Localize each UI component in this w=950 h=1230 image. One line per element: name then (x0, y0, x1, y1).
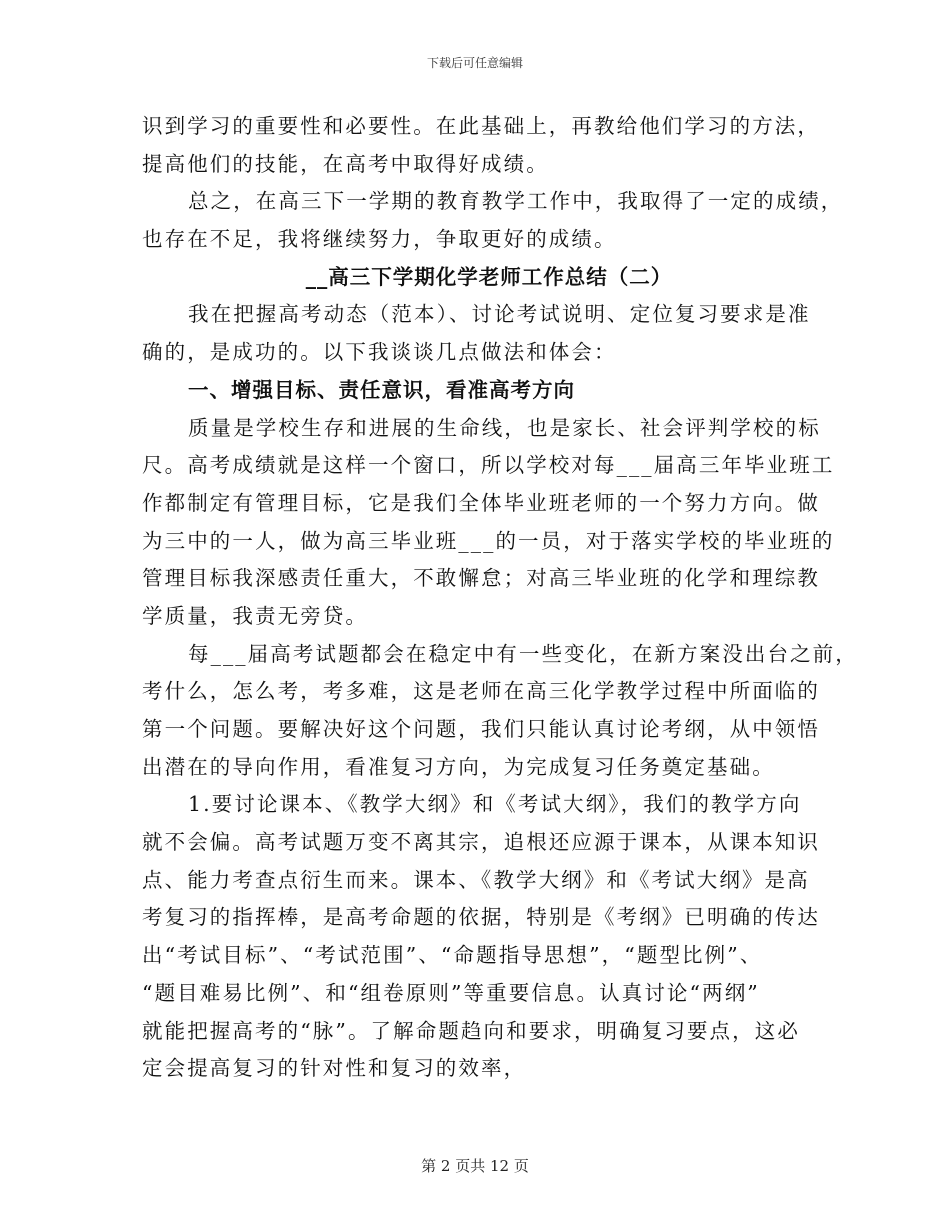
text-line: 每___届高考试题都会在稳定中有一些变化，在新方案没出台之前， (188, 641, 858, 666)
text-line: 我在把握高考动态（范本）、讨论考试说明、定位复习要求是准 (188, 302, 811, 327)
text-line: 学质量，我责无旁贷。 (142, 603, 368, 628)
page-footer: 第 2 页共 12 页 (421, 1157, 529, 1175)
text-line: 定会提高复习的针对性和复习的效率， (142, 1056, 527, 1081)
document-body (142, 108, 858, 1088)
text-line: 确的，是成功的。以下我谈谈几点做法和体会： (142, 340, 617, 365)
text-line: 作都制定有管理目标，它是我们全体毕业班老师的一个努力方向。做 (142, 490, 820, 515)
text-line: 尺。高考成绩就是这样一个窗口，所以学校对每___届高三年毕业班工 (142, 453, 835, 478)
text-line: 出潜在的导向作用，看准复习方向，为完成复习任务奠定基础。 (142, 754, 775, 779)
text-line: 考复习的指挥棒，是高考命题的依据，特别是《考纲》已明确的传达 (142, 905, 820, 930)
section-heading: 一、增强目标、责任意识，看准高考方向 (188, 377, 575, 402)
text-line: 点、能力考查点衍生而来。课本、《教学大纲》和《考试大纲》是高 (142, 867, 810, 892)
text-line: 考什么，怎么考，考多难，这是老师在高三化学教学过程中所面临的 (142, 679, 820, 704)
text-line: 为三中的一人，做为高三毕业班___的一员，对于落实学校的毕业班的 (142, 528, 835, 553)
text-line: 就能把握高考的“脉”。了解命题趋向和要求，明确复习要点，这必 (142, 1018, 800, 1043)
text-line: 提高他们的技能，在高考中取得好成绩。 (142, 151, 549, 176)
text-line: 质量是学校生存和进展的生命线，也是家长、社会评判学校的标 (188, 415, 821, 440)
text-line: 就不会偏。高考试题万变不离其宗，追根还应源于课本，从课本知识 (142, 830, 820, 855)
text-line: 1.要讨论课本、《教学大纲》和《考试大纲》，我们的教学方向 (188, 792, 802, 817)
text-line: “题目难易比例”、和“组卷原则”等重要信息。认真讨论“两纲” (142, 980, 760, 1005)
text-line: 第一个问题。要解决好这个问题，我们只能认真讨论考纲，从中领悟 (142, 717, 820, 741)
page-header: 下载后可任意编辑 (426, 56, 523, 70)
text-line: 识到学习的重要性和必要性。在此基础上，再教给他们学习的方法， (142, 114, 820, 138)
text-line: 也存在不足，我将继续努力，争取更好的成绩。 (142, 227, 617, 252)
text-line: 出“考试目标”、“考试范围”、“命题指导思想”，“题型比例”、 (142, 943, 763, 968)
text-line: 总之，在高三下一学期的教育教学工作中，我取得了一定的成绩， (188, 189, 844, 214)
text-line: 管理目标我深感责任重大，不敢懈怠；对高三毕业班的化学和理综教 (142, 566, 820, 591)
section-title: __高三下学期化学老师工作总结（二） (305, 264, 673, 289)
